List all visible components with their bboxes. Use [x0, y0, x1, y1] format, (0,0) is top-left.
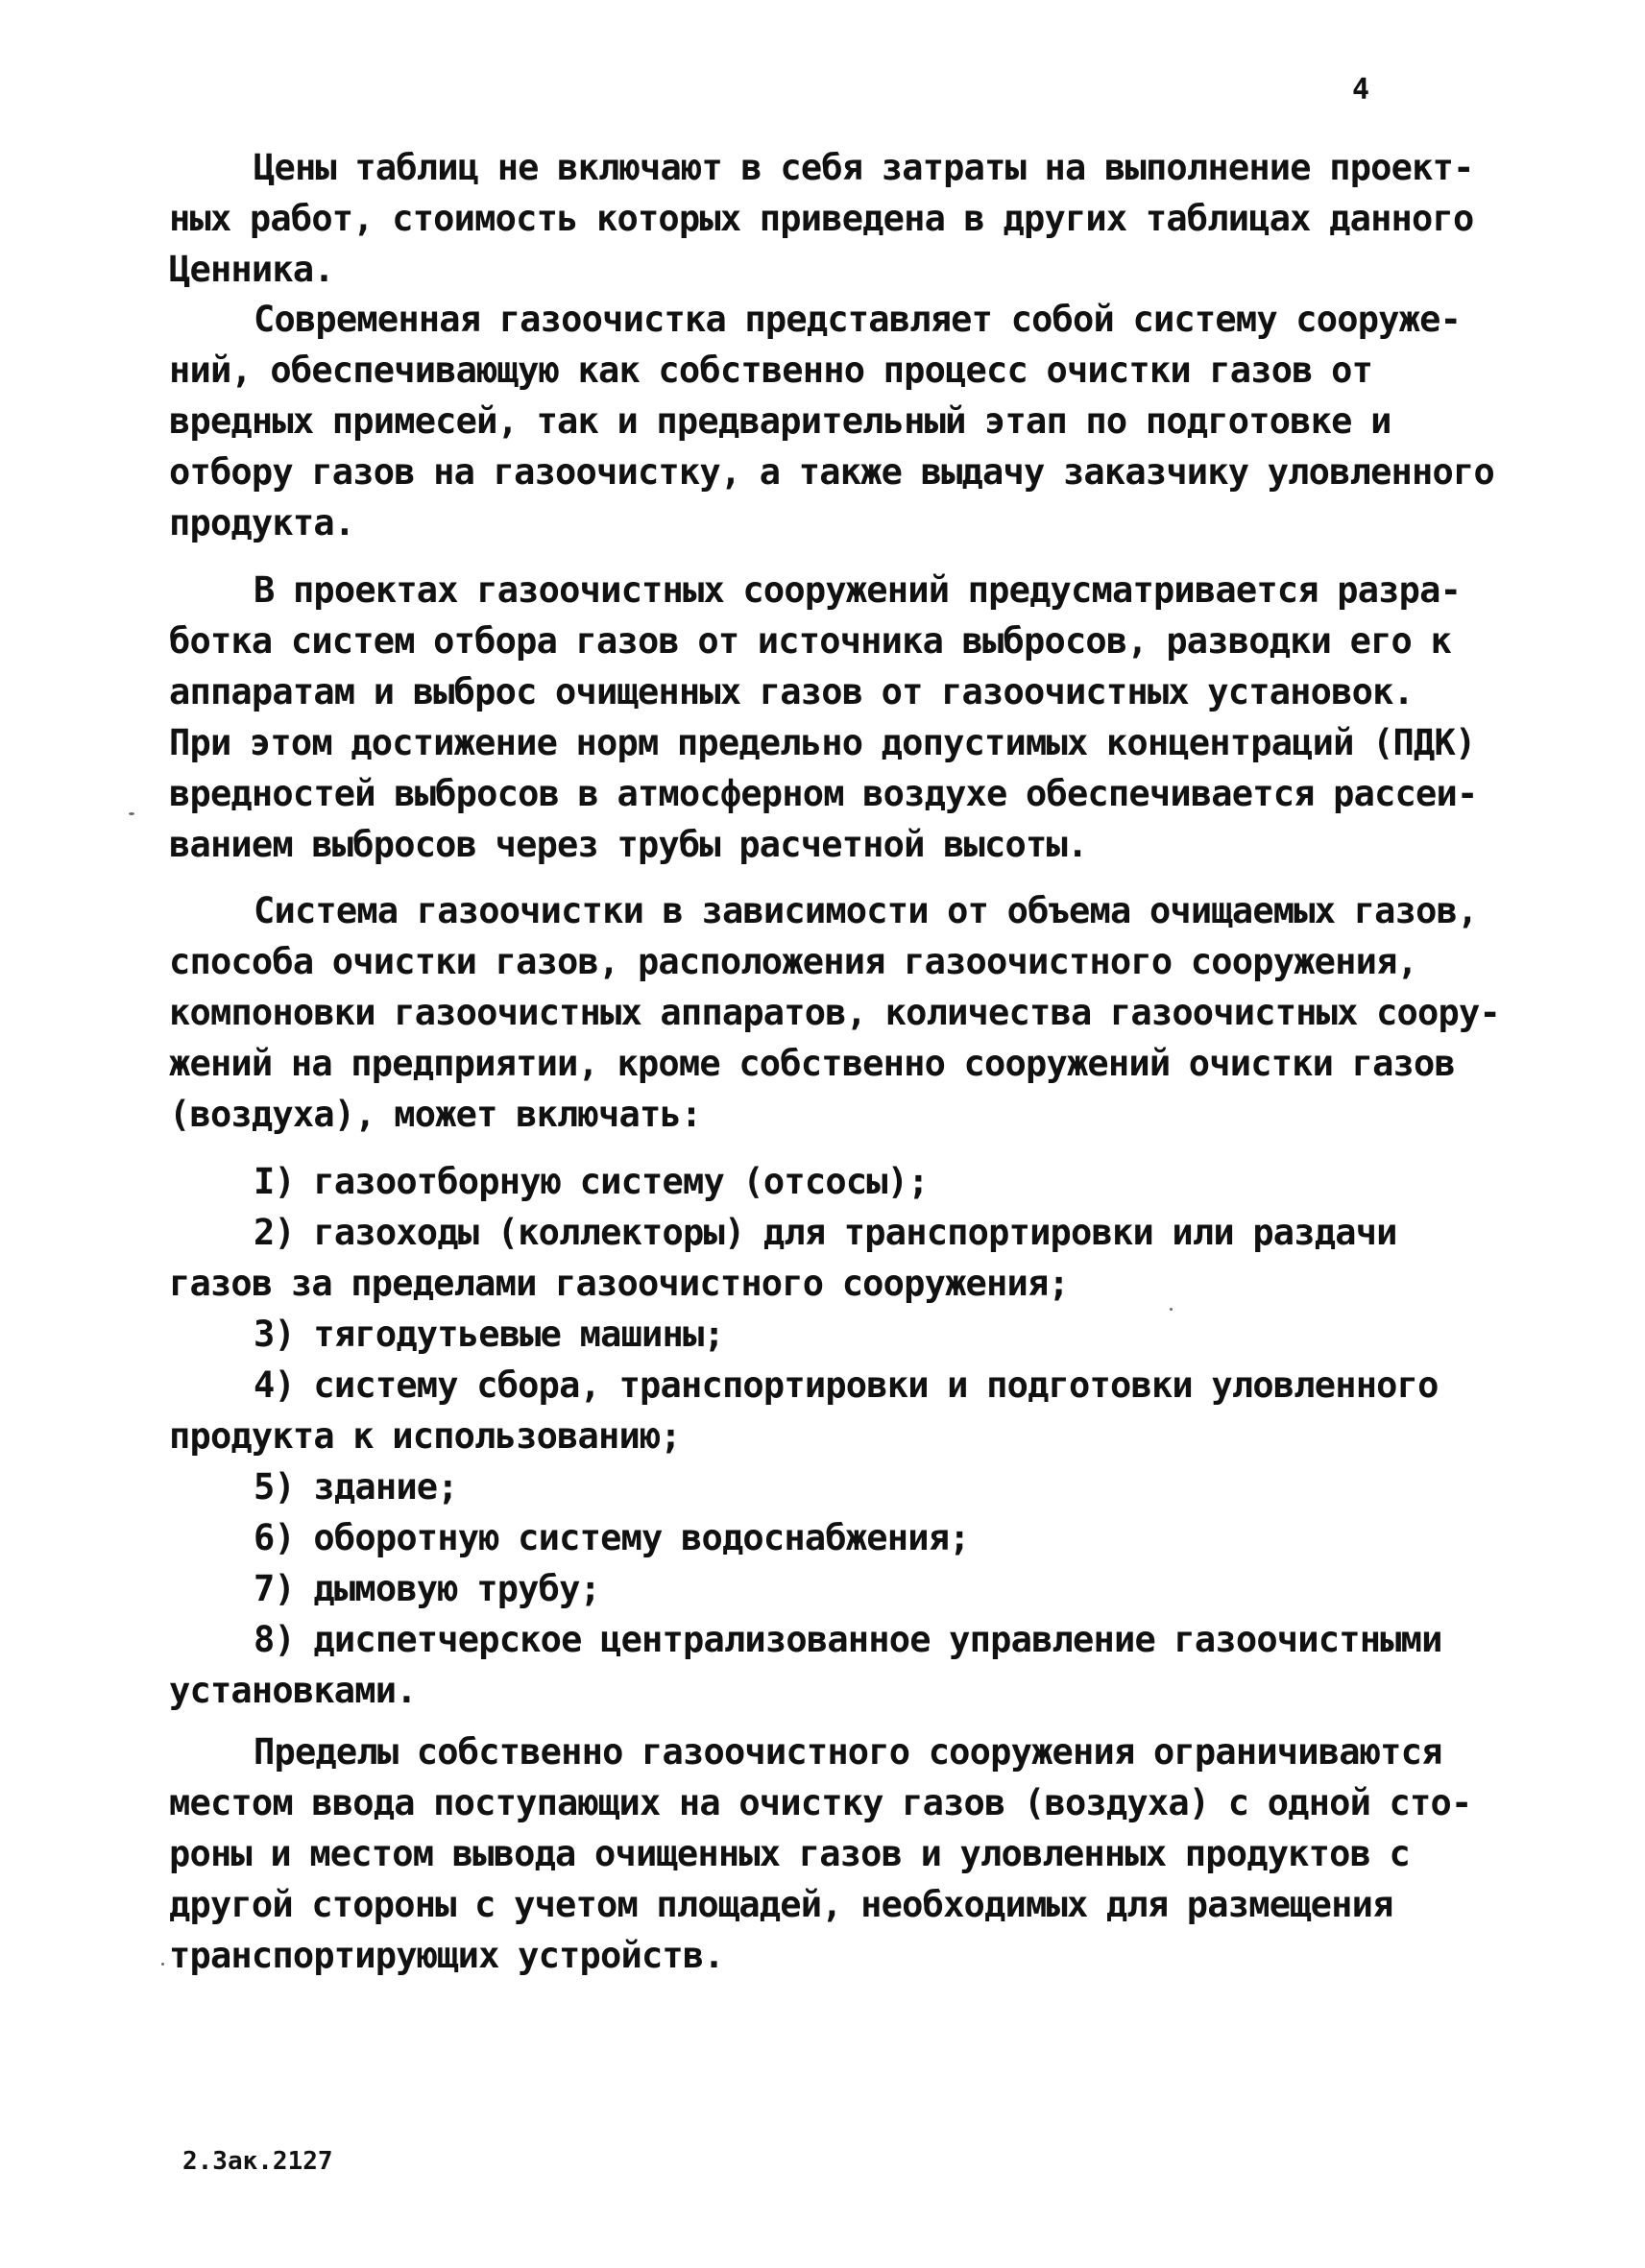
text-line: способа очистки газов, расположения газоочистного сооружения,	[169, 941, 1418, 982]
list-item: I) газоотборную систему (отсосы);	[254, 1161, 929, 1202]
text-line: транспортирующих устройств.	[169, 1935, 724, 1976]
text-line: Современная газоочистка представляет собой систему сооруже-	[254, 299, 1462, 340]
text-line: ных работ, стоимость которых приведена в других таблицах данного	[169, 198, 1474, 239]
text-line: компоновки газоочистных аппаратов, количества газоочистных соору-	[169, 992, 1500, 1033]
order-code: 2.Зак.2127	[182, 2147, 333, 2176]
text-line: ний, обеспечивающую как собственно процесс очистки газов от	[169, 350, 1373, 391]
text-line: (воздуха), может включать:	[169, 1094, 702, 1135]
text-line: отбору газов на газоочистку, а также выдачу заказчику уловленного	[169, 451, 1494, 493]
paragraph-structure-limits	[169, 1726, 1494, 1981]
scan-speck	[161, 1963, 164, 1966]
text-line: В проектах газоочистных сооружений предусматривается разра-	[254, 569, 1462, 611]
list-item-continuation: продукта к использованию;	[169, 1415, 681, 1457]
paragraph-system-composition	[169, 885, 1500, 1140]
list-item: 6) оборотную систему водоснабжения;	[254, 1517, 970, 1558]
list-item: 2) газоходы (коллекторы) для транспортировки или раздачи	[254, 1212, 1397, 1253]
list-item-continuation: газов за пределами газоочистного сооружения;	[169, 1263, 1069, 1304]
text-line: Ценника.	[169, 249, 334, 290]
list-item-continuation: установками.	[169, 1670, 417, 1711]
list-item: 5) здание;	[254, 1466, 458, 1508]
list-item: 7) дымовую трубу;	[254, 1568, 601, 1609]
components-list	[169, 1156, 1494, 1716]
text-line: местом ввода поступающих на очистку газов (воздуха) с одной сто-	[169, 1782, 1472, 1823]
text-line: ботка систем отбора газов от источника выбросов, разводки его к	[169, 620, 1451, 662]
text-line: роны и местом вывода очищенных газов и уловленных продуктов с	[169, 1833, 1411, 1874]
list-item: 8) диспетчерское централизованное управление газоочистными	[254, 1619, 1442, 1660]
text-line: вредных примесей, так и предварительный этап по подготовке и	[169, 400, 1391, 442]
paragraph-prices-exclusion	[169, 142, 1494, 295]
page-number: 4	[1352, 73, 1370, 107]
text-line: продукта.	[169, 502, 355, 543]
text-line: Система газоочистки в зависимости от объема очищаемых газов,	[254, 890, 1478, 931]
text-line: жений на предприятии, кроме собственно сооружений очистки газов	[169, 1043, 1455, 1084]
scan-speck	[129, 812, 134, 815]
text-line: При этом достижение норм предельно допустимых концентраций (ПДК)	[169, 722, 1476, 763]
paragraph-modern-gas-cleaning	[169, 294, 1494, 548]
text-line: Пределы собственно газоочистного сооружения ограничиваются	[254, 1731, 1442, 1773]
text-line: другой стороны с учетом площадей, необходимых для размещения	[169, 1884, 1393, 1925]
text-line: ванием выбросов через трубы расчетной высоты.	[169, 824, 1088, 865]
text-line: аппаратам и выброс очищенных газов от газоочистных установок.	[169, 671, 1415, 712]
text-line: Цены таблиц не включают в себя затраты на выполнение проект-	[254, 147, 1474, 188]
list-item: 3) тягодутьевые машины;	[254, 1314, 724, 1355]
text-line: вредностей выбросов в атмосферном воздухе обеспечивается рассеи-	[169, 773, 1478, 814]
list-item: 4) систему сбора, транспортировки и подготовки уловленного	[254, 1364, 1439, 1406]
scan-speck	[1170, 1308, 1173, 1311]
paragraph-project-scope	[169, 565, 1494, 870]
